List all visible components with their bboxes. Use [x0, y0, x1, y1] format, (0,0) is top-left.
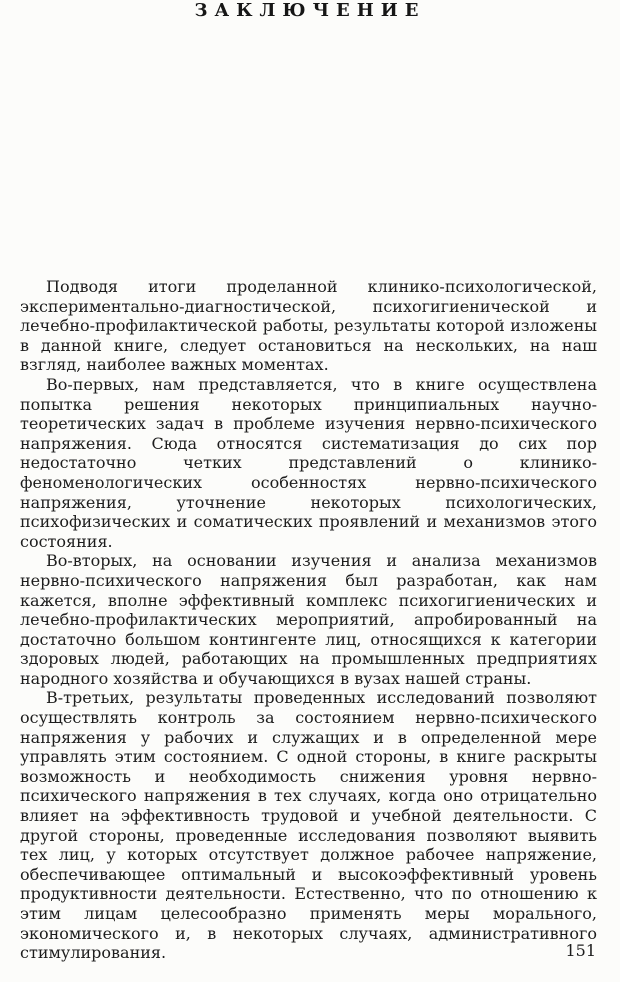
paragraph: Во-вторых, на основании изучения и анализа механизмов нервно-психического напряжения был разработан, как нам кажется, вполне эффективный комплекс психогигиенических и лечебно-профилактических мероприятий, апробированный на достаточно большом контингенте лиц, относящихся к категории здоровых людей, работающих на промышленных предприятиях народного хозяйства и обучающихся в вузах нашей страны. — [20, 551, 597, 688]
paragraph: Подводя итоги проделанной клинико-психологической, экспериментально-диагностической, психогигиенической и лечебно-профилактической работы, результаты которой изложены в данной книге, следует остановиться на нескольких, на наш взгляд, наиболее важных моментах. — [20, 277, 597, 375]
paragraph: В-третьих, результаты проведенных исследований позволяют осуществлять контроль за состоянием нервно-психического напряжения у рабочих и служащих и в определенной мере управлять этим состоянием. С одной стороны, в книге раскрыты возможность и необходимость снижения уровня нервно-психического напряжения в тех случаях, когда оно отрицательно влияет на эффективность трудовой и учебной деятельности. С другой стороны, проведенные исследования позволяют выявить тех лиц, у которых отсутствует должное рабочее напряжение, обеспечивающее оптимальный и высокоэффективный уровень продуктивности деятельности. Естественно, что по отношению к этим лицам целесообразно применять меры морального, экономического и, в некоторых случаях, административного стимулирования. — [20, 688, 597, 963]
paragraph: Во-первых, нам представляется, что в книге осуществлена попытка решения некоторых принципиальных научно-теоретических задач в проблеме изучения нервно-психического напряжения. Сюда относятся систематизация до сих пор недостаточно четких представлений о клинико-феноменологических особенностях нервно-психического напряжения, уточнение некоторых психологических, психофизических и соматических проявлений и механизмов этого состояния. — [20, 374, 597, 551]
page-number: 151 — [565, 941, 596, 960]
body-text — [20, 277, 597, 963]
chapter-heading: ЗАКЛЮЧЕНИЕ — [194, 0, 426, 21]
